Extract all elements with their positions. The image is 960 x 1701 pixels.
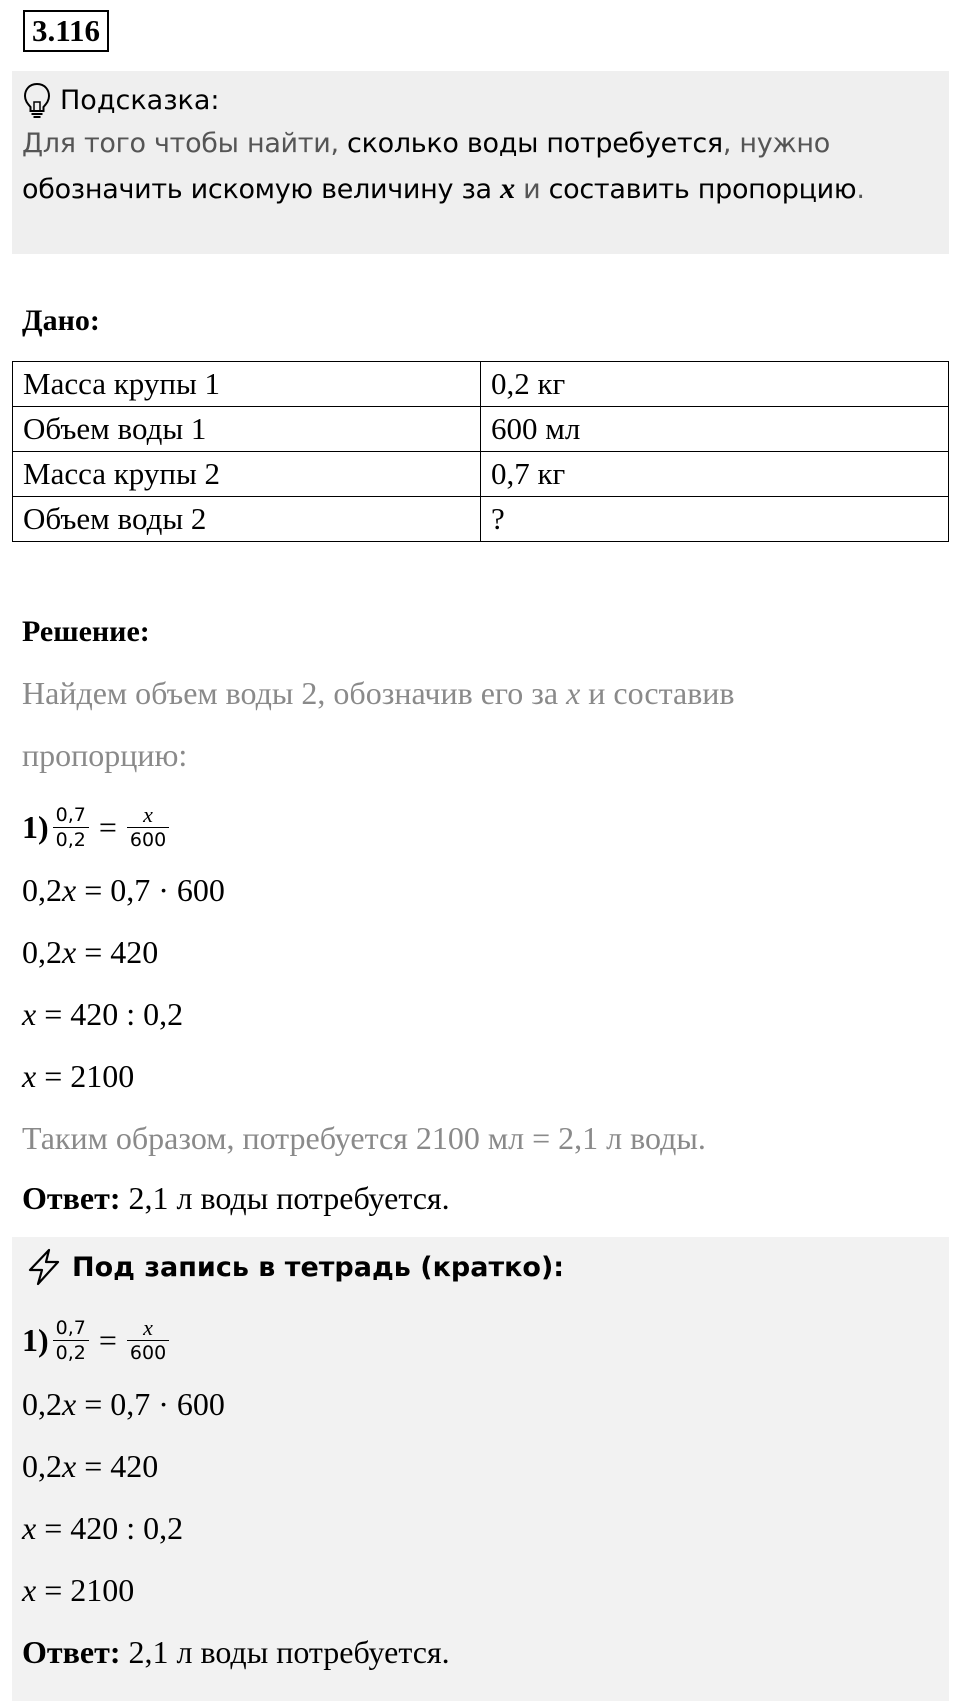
solution-heading: Решение: (22, 615, 150, 648)
fraction-right (127, 803, 169, 852)
hint-line-2 (22, 172, 865, 206)
answer-line (22, 1180, 450, 1217)
eq-text: = 420 : 0,2 (36, 1510, 184, 1546)
hint-text: . (856, 174, 865, 205)
equation-1 (22, 1386, 225, 1423)
eq-text: = 2100 (36, 1572, 135, 1608)
equation-1 (22, 872, 225, 909)
given-value: 0,7 кг (481, 452, 949, 497)
given-label: Объем воды 1 (13, 407, 481, 452)
equation-3 (22, 1510, 183, 1547)
solution-text: Найдем объем воды 2, обозначив его за (22, 675, 567, 711)
hint-line-1 (22, 128, 830, 159)
table-row (13, 407, 949, 452)
eq-text: 0,2 (22, 1386, 62, 1422)
answer-line (22, 1634, 450, 1671)
fraction-denominator: 600 (129, 828, 167, 851)
variable-x: x (62, 1386, 77, 1422)
notebook-title-text: Под запись в тетрадь (кратко): (72, 1251, 565, 1283)
conclusion: Таким образом, потребуется 2100 мл = 2,1 л воды. (22, 1120, 706, 1156)
variable-x: x (62, 872, 77, 908)
proportion-step (22, 1310, 173, 1370)
variable-x: x (62, 934, 77, 970)
eq-text: 0,2 (22, 934, 62, 970)
given-heading: Дано: (22, 304, 100, 337)
fraction-denominator: 0,2 (55, 1341, 86, 1364)
answer-text: 2,1 л воды потребуется. (120, 1180, 450, 1216)
given-label: Масса крупы 1 (13, 362, 481, 407)
variable-x: x (500, 172, 515, 205)
notebook-title (24, 1245, 564, 1289)
proportion-step (22, 797, 173, 857)
answer-label: Ответ: (22, 1180, 121, 1216)
equals-sign: = (98, 1321, 117, 1358)
given-label: Объем воды 2 (13, 497, 481, 542)
eq-text: = 0,7 · 600 (76, 1386, 225, 1422)
equation-4 (22, 1572, 134, 1609)
variable-x: x (22, 1572, 37, 1608)
hint-highlight: сколько воды потребуется (347, 128, 723, 159)
fraction-denominator: 0,2 (55, 828, 86, 851)
eq-text: = 420 : 0,2 (36, 996, 184, 1032)
eq-text: = 0,7 · 600 (76, 872, 225, 908)
answer-label: Ответ: (22, 1634, 121, 1670)
hint-title-text: Подсказка: (60, 84, 220, 116)
fraction-left (53, 1316, 89, 1365)
hint-title (22, 81, 220, 119)
equation-4 (22, 1058, 134, 1095)
hint-highlight: составить пропорцию (548, 174, 857, 205)
equation-2 (22, 934, 158, 971)
answer-text: 2,1 л воды потребуется. (120, 1634, 450, 1670)
table-row (13, 362, 949, 407)
solution-intro-line-1 (22, 675, 735, 712)
variable-x: x (566, 675, 581, 711)
given-value: 600 мл (481, 407, 949, 452)
step-label: 1) (22, 1321, 49, 1358)
fraction-numerator: x (143, 801, 153, 827)
variable-x: x (62, 1448, 77, 1484)
variable-x: x (22, 996, 37, 1032)
given-value: ? (481, 497, 949, 542)
eq-text: = 420 (76, 1448, 159, 1484)
problem-number: 3.116 (23, 10, 109, 52)
fraction-denominator: 600 (129, 1341, 167, 1364)
eq-text: = 420 (76, 934, 159, 970)
equation-3 (22, 996, 183, 1033)
given-table (12, 361, 949, 542)
eq-text: 0,2 (22, 1448, 62, 1484)
equals-sign: = (98, 808, 117, 845)
solution-intro-line-2: пропорцию: (22, 737, 188, 773)
solution-text: и составив (580, 675, 735, 711)
variable-x: x (22, 1510, 37, 1546)
table-row (13, 497, 949, 542)
hint-text: Для того чтобы найти, (22, 128, 348, 159)
fraction-numerator: x (143, 1314, 153, 1340)
fraction-left (53, 803, 89, 852)
hint-highlight: обозначить искомую величину за (22, 174, 501, 205)
equation-2 (22, 1448, 158, 1485)
fraction-numerator: 0,7 (55, 1316, 86, 1339)
step-label: 1) (22, 808, 49, 845)
fraction-right (127, 1316, 169, 1365)
eq-text: 0,2 (22, 872, 62, 908)
variable-x: x (22, 1058, 37, 1094)
given-value: 0,2 кг (481, 362, 949, 407)
hint-text: и (514, 174, 549, 205)
lightbulb-icon (22, 81, 52, 119)
eq-text: = 2100 (36, 1058, 135, 1094)
table-row (13, 452, 949, 497)
lightning-icon (24, 1247, 64, 1287)
given-label: Масса крупы 2 (13, 452, 481, 497)
hint-text: , нужно (722, 128, 831, 159)
fraction-numerator: 0,7 (55, 803, 86, 826)
